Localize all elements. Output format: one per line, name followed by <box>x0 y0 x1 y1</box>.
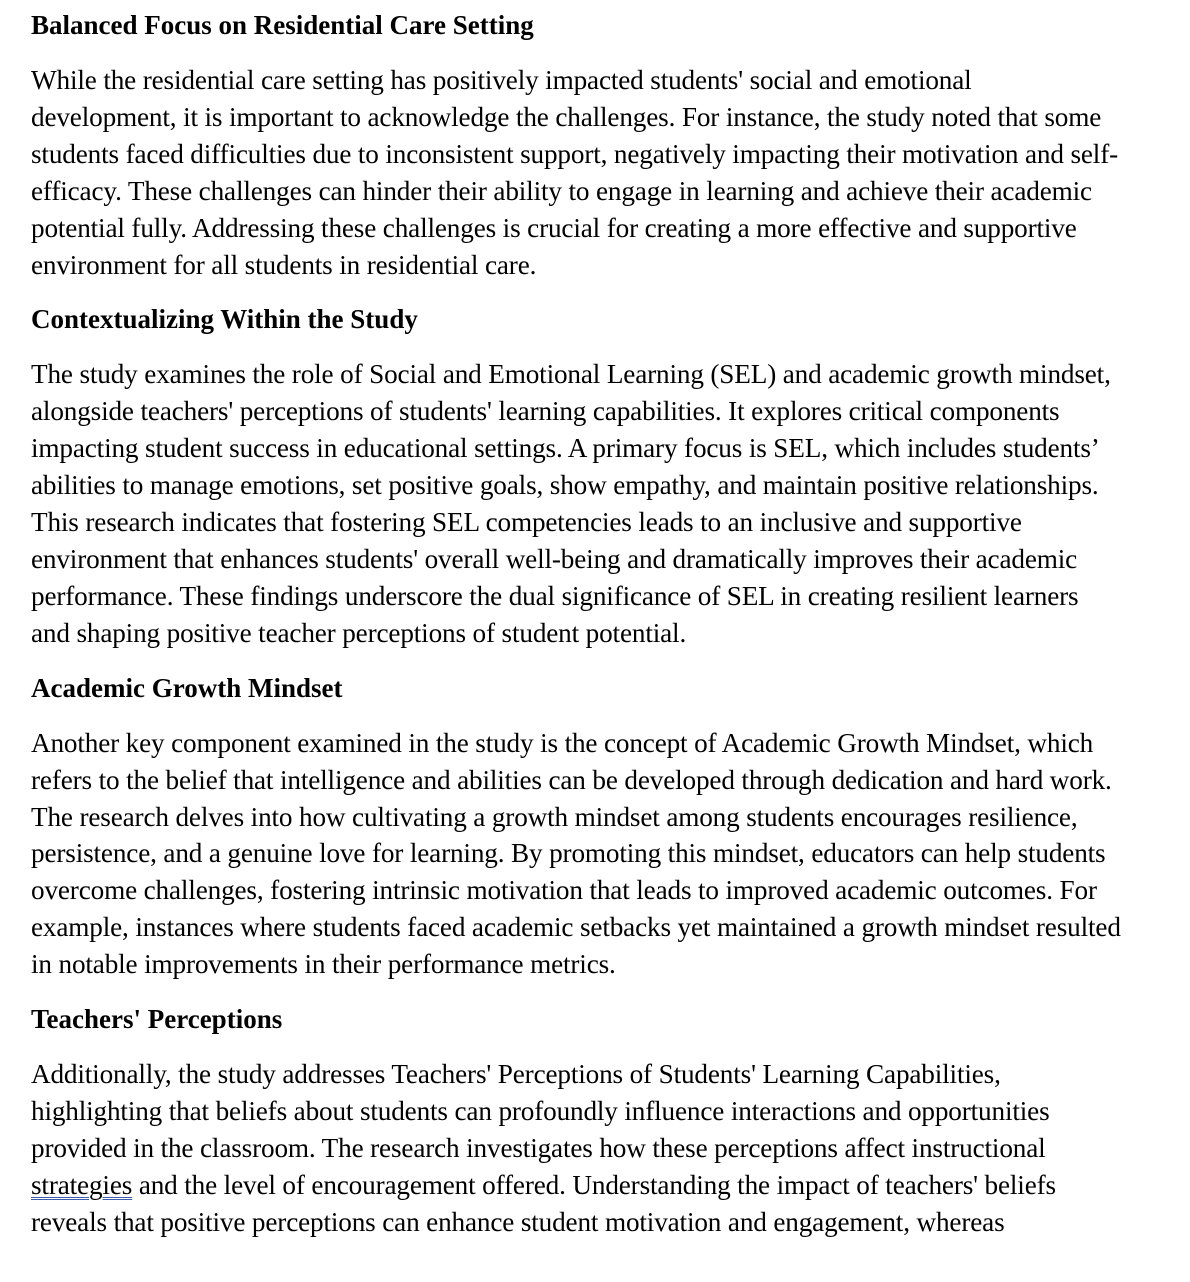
heading-balanced-focus: Balanced Focus on Residential Care Setting <box>31 10 534 40</box>
paragraph-balanced-focus: While the residential care setting has positively impacted students' social and emotional development, it is important to acknowledge the challenges. For instance, the study noted that some students faced difficulties due to inconsistent support, negatively impacting their motivation and self-efficacy. These challenges can hinder their ability to engage in learning and achieve their academic potential fully. Addressing these challenges is crucial for creating a more effective and supportive environment for all students in residential care. <box>31 65 1119 280</box>
heading-growth-mindset: Academic Growth Mindset <box>31 672 343 703</box>
document-body <box>31 0 1121 1260</box>
paragraph-contextualizing: The study examines the role of Social and Emotional Learning (SEL) and academic growth mindset, alongside teachers' perceptions of students' learning capabilities. It explores critical components impacting student success in educational settings. A primary focus is SEL, which includes students’ abilities to manage emotions, set positive goals, show empathy, and maintain positive relationships. This research indicates that fostering SEL competencies leads to an inclusive and supportive environment that enhances students' overall well-being and dramatically improves their academic performance. These findings underscore the dual significance of SEL in creating resilient learners and shaping positive teacher perceptions of student potential. <box>31 359 1111 648</box>
paragraph-text-end: and the level of encouragement offered. Understanding the impact of teachers' beliefs reveals that positive perceptions can enhance student motivation and engagement, whereas <box>31 1169 1056 1237</box>
paragraph-text-start: Additionally, the study addresses Teachers' Perceptions of Students' Learning Capabilities, highlighting that beliefs about students can profoundly influence interactions and opportunities provided in the classroom. The research investigates how these perceptions affect instructional <box>31 1059 1050 1163</box>
heading-contextualizing: Contextualizing Within the Study <box>31 304 418 335</box>
paragraph-growth-mindset: Another key component examined in the study is the concept of Academic Growth Mindset, which refers to the belief that intelligence and abilities can be developed through dedication and hard work. The research delves into how cultivating a growth mindset among students encourages resilience, persistence, and a genuine love for learning. By promoting this mindset, educators can help students overcome challenges, fostering intrinsic motivation that leads to improved academic outcomes. For example, instances where students faced academic setbacks yet maintained a growth mindset resulted in notable improvements in their performance metrics. <box>31 727 1121 980</box>
heading-teachers-perceptions: Teachers' Perceptions <box>31 1004 283 1035</box>
paragraph-teachers-perceptions <box>31 1056 1121 1241</box>
grammar-flagged-word[interactable]: strategies <box>31 1169 133 1200</box>
